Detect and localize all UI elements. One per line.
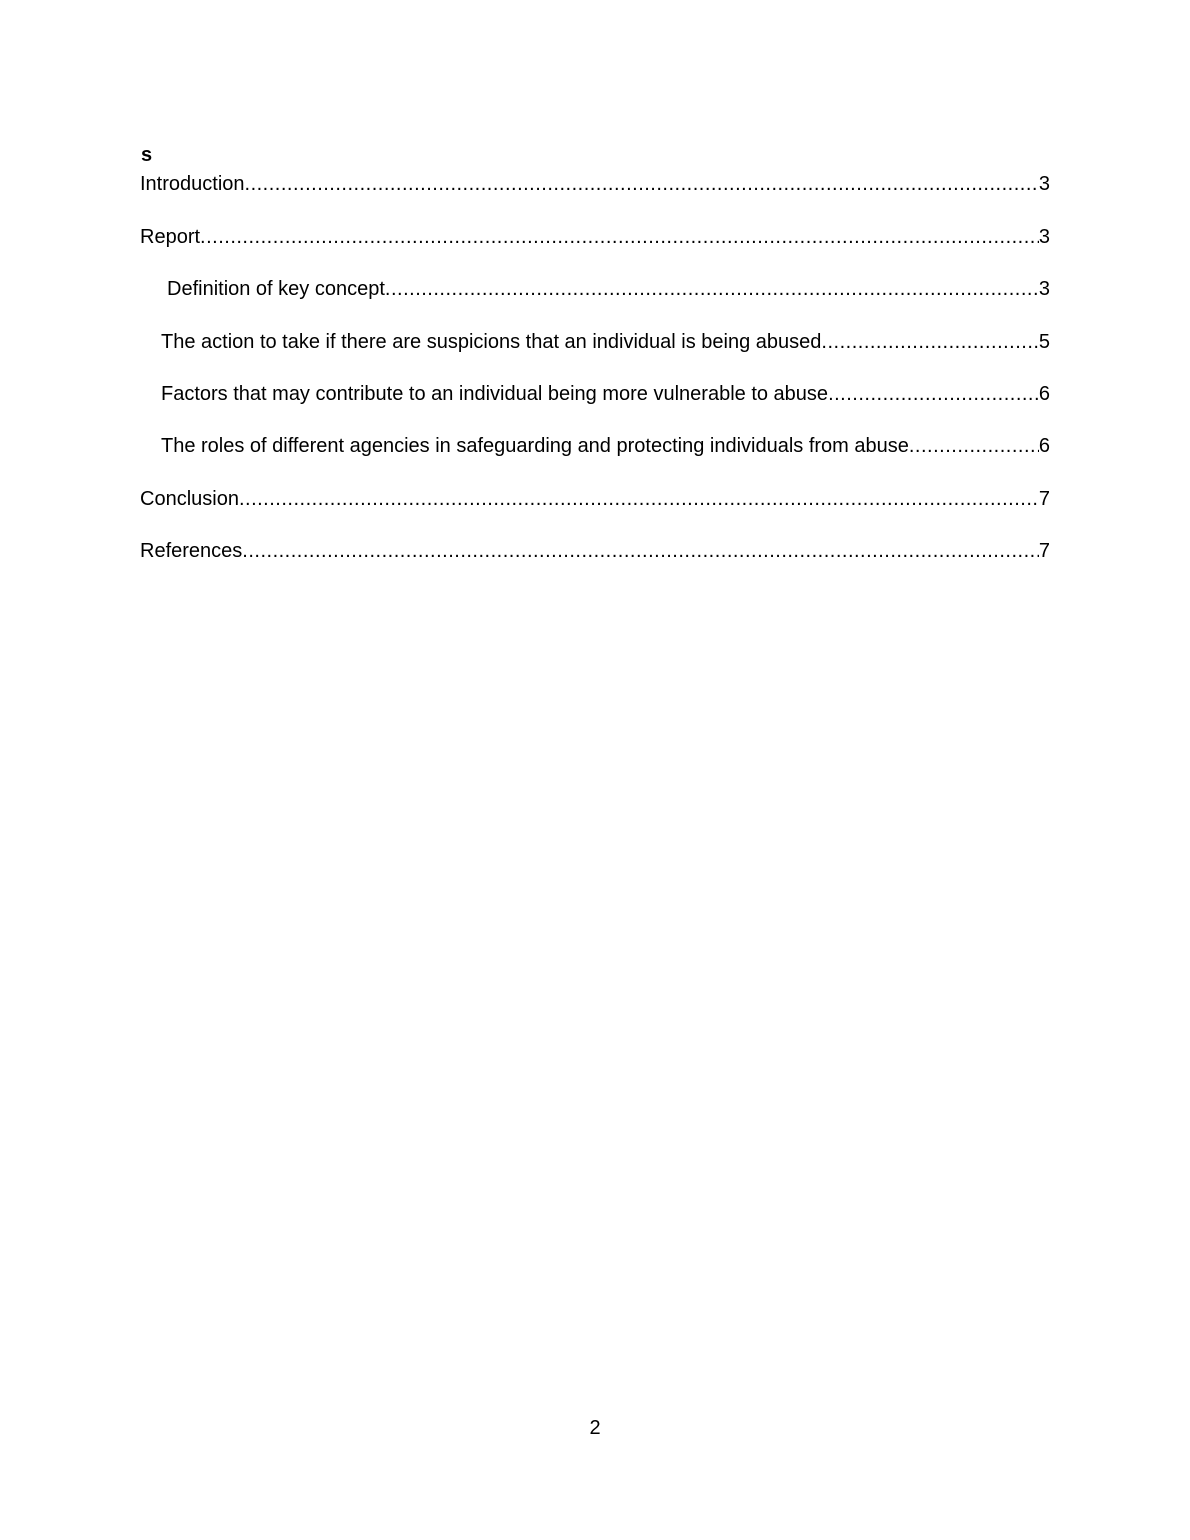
toc-heading: s bbox=[141, 144, 153, 166]
toc-leader-dots bbox=[242, 537, 1039, 565]
toc-entry-title: Report bbox=[140, 226, 201, 248]
toc-entry-page: 5 bbox=[1038, 331, 1050, 353]
toc-leader-dots bbox=[909, 432, 1039, 460]
toc-entry-title: Conclusion bbox=[140, 488, 239, 510]
toc-entry-page: 3 bbox=[1038, 278, 1050, 300]
toc-entry-page: 7 bbox=[1038, 540, 1050, 562]
toc-entry-introduction[interactable] bbox=[140, 170, 1050, 198]
toc-leader-dots bbox=[821, 328, 1038, 356]
toc-entry-page: 7 bbox=[1038, 488, 1050, 510]
toc-entry-roles[interactable] bbox=[161, 432, 1050, 460]
toc-entry-report[interactable] bbox=[140, 223, 1050, 251]
toc-entry-definition[interactable] bbox=[167, 275, 1050, 303]
toc-entry-conclusion[interactable] bbox=[140, 485, 1050, 513]
toc-entry-title: Introduction bbox=[140, 173, 245, 195]
toc-entry-page: 3 bbox=[1038, 226, 1050, 248]
toc-leader-dots bbox=[200, 223, 1039, 251]
toc-entry-factors[interactable] bbox=[161, 380, 1050, 408]
toc-leader-dots bbox=[385, 275, 1039, 303]
toc-entry-action[interactable] bbox=[161, 328, 1050, 356]
toc-entry-page: 3 bbox=[1038, 173, 1050, 195]
toc-entry-title: Factors that may contribute to an individual being more vulnerable to abuse bbox=[161, 383, 829, 405]
toc-leader-dots bbox=[245, 170, 1039, 198]
page-number: 2 bbox=[589, 1417, 601, 1439]
toc-leader-dots bbox=[828, 380, 1039, 408]
toc-entry-title: Definition of key concept bbox=[167, 278, 385, 300]
toc-leader-dots bbox=[239, 485, 1039, 513]
toc-entry-page: 6 bbox=[1038, 383, 1050, 405]
toc-entry-title: The roles of different agencies in safeguarding and protecting individuals from abuse bbox=[161, 435, 909, 457]
toc-entry-page: 6 bbox=[1038, 435, 1050, 457]
toc-entry-title: The action to take if there are suspicions that an individual is being abused bbox=[161, 331, 822, 353]
toc-entry-references[interactable] bbox=[140, 537, 1050, 565]
toc-entry-title: References bbox=[140, 540, 243, 562]
